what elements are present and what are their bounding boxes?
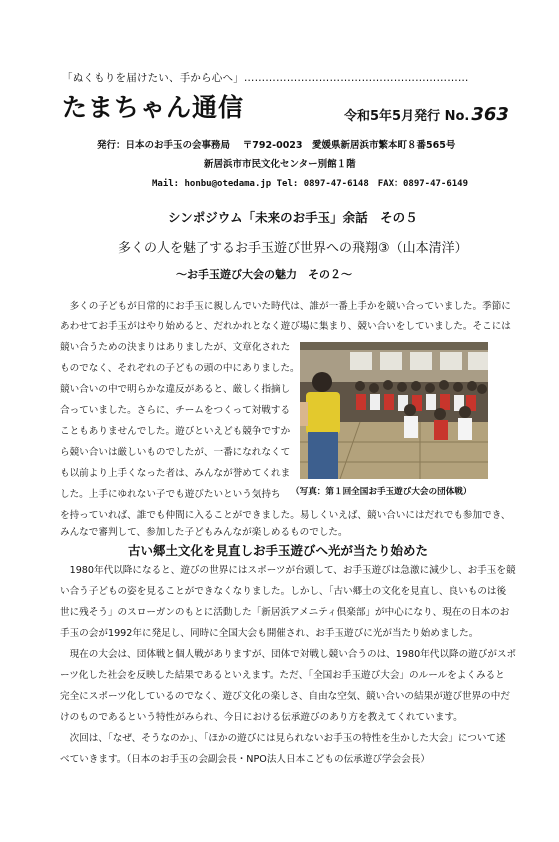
para1-line: あわせてお手玉がはやり始めると、だれかれとなく遊び場に集まり、競い合いをしていました。そこには [60,321,511,332]
article-subtitle: 多くの人を魅了するお手玉遊び世界への飛翔③（山本清洋） [118,241,468,256]
para1-line: 合っていました。さらに、チームをつくって対戦する [60,405,291,416]
para2-line: 現在の大会は、団体戦と個人戦がありますが、団体で対戦し競い合うのは、1980年代以降の遊びがスポ [60,649,517,660]
tagline: 「ぬくもりを届けたい、手から心へ」……………………………………………………… [62,72,469,84]
para2-line: ーツ化した社会を反映した結果であるといえます。ただ、「全国お手玉遊び大会」のルールをよくみると [60,670,505,681]
para1-line: ら競い合いは厳しいものでしたが、一番になれなくて [60,447,291,458]
para1-line: みんなで審判して、参加した子どもみんなが楽しめるものでした。 [60,527,348,538]
para2-line: 手玉の会が1992年に発足し、同時に全国大会も開催され、お手玉遊びに光が当たり始めました。 [60,628,479,639]
para1-line: した。上手にゆれない子でも遊びたいという気持ち [60,489,281,500]
para2-line: い合う子どもの姿を見ることができなくなりました。しかし、「古い郷土の文化を見直し、良いものは後 [60,586,507,597]
para1-line: も以前より上手くなった者は、みんなが誉めてくれま [60,468,291,479]
para1-line: 多くの子どもが日常的にお手玉に親しんでいた時代は、誰が一番上手かを競い合っていました。季節に [60,301,511,312]
contact-line: Mail: honbu@otedama.jp Tel: 0897-47-6148 FAX：0897-47-6149 [152,179,469,189]
para1-line: 競い合うための決まりはありましたが、文章化された [60,342,291,353]
newsletter-title: たまちゃん通信 [62,93,245,122]
para1-line: を持っていれば、誰でも仲間に入ることができました。易しくいえば、競い合いにはだれでも参加でき、 [60,510,511,521]
tournament-photo [300,342,488,479]
photo-caption: （写真：第１回全国お手玉遊び大会の団体戦） [291,487,472,497]
series-title: シンポジウム「未来のお手玉」余話 その５ [168,210,418,225]
issue-label: 令和5年5月発行 No. [344,109,470,124]
publisher-line: 発行：日本のお手玉の会事務局 〒792-0023 愛媛県新居浜市繁本町８番565号 [97,140,456,151]
para2-line: 1980年代以降になると、遊びの世界にはスポーツが台頭して、お手玉遊びは急激に減少し、お手玉を競 [60,565,516,576]
para2-line: けのものであるという特性がみられ、今日における伝承遊びのあり方を教えてくれています。 [60,712,463,723]
para2-line: 次回は、「なぜ、そうなのか」、「ほかの遊びには見られないお手玉の特性を生かした大会」について述 [60,733,506,744]
para2-line: 世に残そう」のスローガンのもとに活動した「新居浜アメニティ倶楽部」が中心になり、現在の日本のお [60,607,510,618]
para1-line: 競い合いの中で明らかな違反があると、厳しく指摘し [60,384,291,395]
issue-number: 363 [471,104,509,125]
para2-line: 完全にスポーツ化しているのでなく、遊び文化の楽しさ、自由な空気、競い合いの結果が遊び世界の中だ [60,691,510,702]
para2-line: べていきます。（日本のお手玉の会副会長・NPO法人日本こどもの伝承遊び学会会長） [60,754,430,765]
issue-info [344,104,509,125]
para1-line: こともありませんでした。遊びといえども競争ですか [60,426,291,437]
para1-line: ものでなく、それぞれの子どもの頭の中にありました。 [60,363,300,374]
section-heading: 古い郷土文化を見直しお手玉遊びへ光が当たり始めた [128,543,429,558]
address-line: 新居浜市市民文化センター別館１階 [204,159,356,170]
article-subsubtitle: ～お手玉遊び大会の魅力 その２～ [176,268,352,281]
